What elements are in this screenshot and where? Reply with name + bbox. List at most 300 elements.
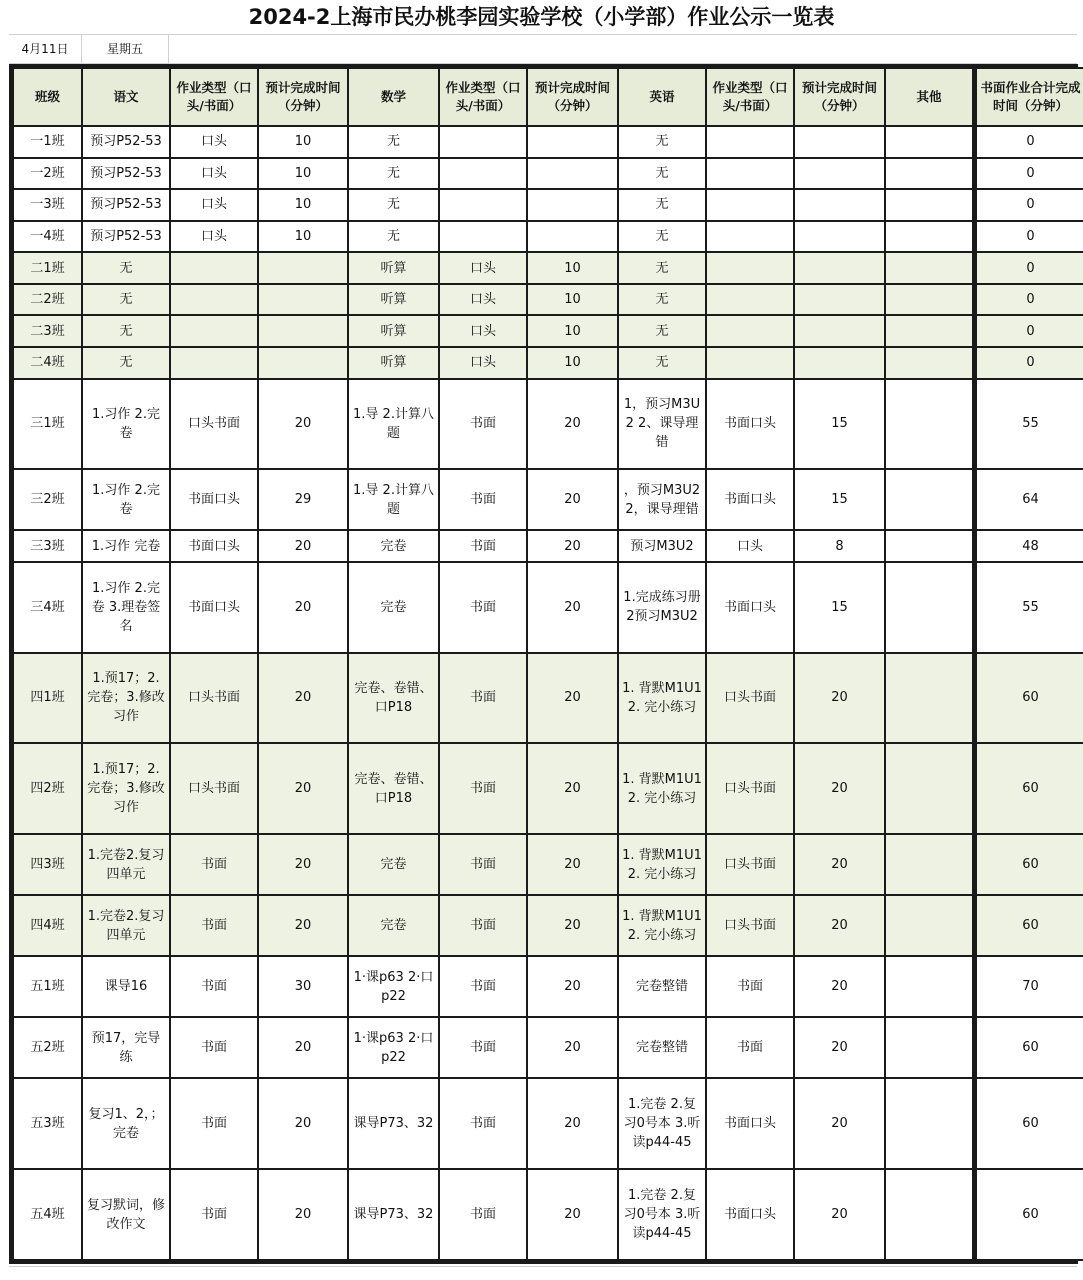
cell-other	[886, 744, 972, 833]
cell-text: 口头书面	[187, 690, 240, 706]
cell-math-time	[528, 1079, 617, 1168]
header-row	[14, 69, 1083, 125]
cell-text: 20	[831, 918, 848, 934]
cell-english-time	[795, 1079, 884, 1168]
cell-chinese-type	[171, 190, 257, 220]
cell-english-time	[795, 190, 884, 220]
cell-text: 20	[294, 416, 312, 432]
cell-english-type	[707, 190, 793, 220]
cell-other	[886, 470, 972, 529]
cell-text: 书面	[469, 690, 496, 706]
cell-total	[974, 127, 1083, 157]
cell-math-time	[528, 654, 617, 743]
cell-class	[14, 957, 81, 1016]
cell-chinese-time	[259, 1170, 347, 1259]
cell-math-type	[440, 222, 526, 252]
cell-text: 20	[831, 1207, 848, 1223]
cell-english-time	[795, 285, 884, 315]
cell-class	[14, 1018, 81, 1077]
cell-math-type	[440, 744, 526, 833]
cell-chinese-type	[171, 348, 257, 378]
cell-other	[886, 190, 972, 220]
table-row	[14, 159, 1083, 189]
cell-text: 10	[294, 197, 312, 213]
cell-text: 书面	[469, 416, 496, 432]
cell-text: 三4班	[30, 599, 65, 615]
cell-chinese-type	[171, 744, 257, 833]
cell-text: 完卷整错	[635, 1040, 688, 1056]
cell-text: 15	[831, 492, 848, 508]
cell-text: 30	[294, 979, 312, 995]
cell-text: 书面口头	[723, 1116, 776, 1132]
header-class: 班级	[14, 69, 81, 125]
cell-math-time	[528, 1170, 617, 1259]
table-row	[14, 285, 1083, 315]
cell-english	[619, 253, 705, 283]
cell-math	[349, 348, 438, 378]
cell-text: 二4班	[30, 355, 65, 371]
cell-text: 20	[831, 979, 848, 995]
cell-text: 1.完卷2.复习四单元	[87, 847, 165, 882]
cell-text: 60	[1022, 918, 1039, 934]
header-total: 书面作业合计完成时间（分钟）	[974, 69, 1083, 125]
cell-text: 无	[119, 260, 133, 276]
cell-text: 五4班	[30, 1207, 65, 1223]
cell-chinese	[83, 222, 169, 252]
cell-text: 听算	[380, 292, 407, 308]
cell-chinese-time	[259, 654, 347, 743]
cell-text: 二1班	[30, 260, 65, 276]
cell-other	[886, 222, 972, 252]
cell-math-time	[528, 957, 617, 1016]
cell-math	[349, 563, 438, 652]
cell-math	[349, 1018, 438, 1077]
cell-text: 1. 背默M1U1 2. 完小练习	[622, 771, 702, 806]
cell-class	[14, 531, 81, 561]
cell-other	[886, 159, 972, 189]
cell-chinese-time	[259, 285, 347, 315]
cell-text: 课导16	[104, 979, 148, 995]
cell-text: 复习1、2，；完卷	[88, 1106, 164, 1141]
cell-text: 0	[1026, 165, 1035, 181]
cell-text: 20	[564, 857, 581, 872]
cell-text: 书面	[469, 979, 496, 995]
cell-math-type	[440, 835, 526, 894]
cell-text: 0	[1026, 197, 1035, 213]
cell-text: 20	[564, 1116, 581, 1132]
cell-class	[14, 896, 81, 955]
cell-chinese-type	[171, 470, 257, 529]
cell-math-time	[528, 380, 617, 469]
cell-math-type	[440, 253, 526, 283]
cell-chinese-time	[259, 222, 347, 252]
cell-math	[349, 159, 438, 189]
cell-math-type	[440, 654, 526, 743]
cell-total	[974, 159, 1083, 189]
cell-other	[886, 1018, 972, 1077]
header-other: 其他	[886, 69, 972, 125]
cell-text: 五1班	[30, 979, 65, 995]
table-row	[14, 470, 1083, 529]
cell-english-time	[795, 159, 884, 189]
cell-text: 20	[564, 781, 581, 797]
cell-text: 48	[1022, 538, 1039, 554]
cell-text: 口头	[469, 292, 496, 308]
cell-math-type	[440, 159, 526, 189]
cell-math	[349, 654, 438, 743]
cell-other	[886, 957, 972, 1016]
cell-math	[349, 531, 438, 561]
cell-other	[886, 285, 972, 315]
cell-total	[974, 1079, 1083, 1168]
cell-chinese-time	[259, 896, 347, 955]
cell-math-time	[528, 222, 617, 252]
cell-text: 口头	[736, 538, 763, 554]
cell-english	[619, 654, 705, 743]
cell-other	[886, 563, 972, 652]
header-math-time: 预计完成时间（分钟）	[528, 69, 617, 125]
cell-text: 四4班	[30, 918, 65, 934]
cell-text: 0	[1026, 228, 1035, 244]
cell-text: 无	[119, 355, 133, 371]
cell-text: 书面口头	[723, 492, 776, 508]
cell-text: 书面	[736, 979, 763, 995]
cell-text: 无	[386, 197, 400, 213]
cell-english	[619, 1170, 705, 1259]
cell-text: 10	[294, 134, 312, 150]
cell-text: 无	[655, 292, 669, 308]
cell-chinese-time	[259, 127, 347, 157]
cell-chinese-type	[171, 159, 257, 189]
cell-text: 无	[655, 323, 669, 339]
cell-text: 20	[564, 599, 581, 615]
cell-chinese	[83, 563, 169, 652]
cell-text: 书面	[200, 1040, 227, 1056]
header-math-type: 作业类型（口头/书面）	[440, 69, 526, 125]
cell-chinese	[83, 744, 169, 833]
cell-chinese	[83, 957, 169, 1016]
cell-class	[14, 744, 81, 833]
cell-chinese	[83, 127, 169, 157]
cell-math-type	[440, 896, 526, 955]
cell-math-time	[528, 744, 617, 833]
homework-table-frame	[9, 64, 1081, 1264]
cell-text: 书面口头	[723, 599, 776, 615]
cell-text: 预习P52-53	[90, 165, 162, 181]
cell-text: 完卷	[380, 918, 407, 934]
cell-text: 8	[835, 538, 844, 554]
cell-text: 20	[294, 1116, 312, 1132]
cell-total	[974, 957, 1083, 1016]
cell-text: 0	[1026, 292, 1035, 308]
cell-english	[619, 470, 705, 529]
cell-total	[974, 563, 1083, 652]
cell-text: 20	[564, 690, 581, 706]
cell-english-type	[707, 1170, 793, 1259]
cell-english	[619, 835, 705, 894]
cell-text: 20	[564, 538, 581, 554]
cell-text: 五3班	[30, 1116, 65, 1132]
cell-text: 20	[294, 1040, 312, 1056]
table-row	[14, 1079, 1083, 1168]
cell-math	[349, 1079, 438, 1168]
cell-english	[619, 222, 705, 252]
cell-text: 书面	[469, 781, 496, 797]
cell-text: 口头	[469, 355, 496, 371]
cell-text: 二2班	[30, 292, 65, 308]
cell-text: 0	[1026, 134, 1035, 150]
cell-english-type	[707, 744, 793, 833]
cell-chinese-type	[171, 835, 257, 894]
cell-text: 1.习作 2.完卷 3.理卷签名	[91, 580, 161, 634]
cell-total	[974, 285, 1083, 315]
cell-text: 五2班	[30, 1040, 65, 1056]
cell-text: 口头	[200, 228, 227, 244]
cell-other	[886, 896, 972, 955]
cell-text: 无	[655, 165, 669, 181]
cell-chinese-type	[171, 654, 257, 743]
table-row	[14, 316, 1083, 346]
cell-chinese-type	[171, 1079, 257, 1168]
cell-text: 0	[1026, 355, 1035, 371]
cell-math	[349, 222, 438, 252]
cell-math-type	[440, 563, 526, 652]
cell-class	[14, 1079, 81, 1168]
cell-text: 20	[831, 690, 848, 706]
cell-text: 20	[831, 1040, 848, 1056]
cell-english	[619, 285, 705, 315]
cell-chinese-time	[259, 1079, 347, 1168]
cell-text: 60	[1022, 1207, 1039, 1223]
cell-other	[886, 380, 972, 469]
cell-chinese-type	[171, 285, 257, 315]
cell-other	[886, 253, 972, 283]
cell-chinese	[83, 654, 169, 743]
cell-math-time	[528, 316, 617, 346]
cell-english-time	[795, 380, 884, 469]
cell-math-type	[440, 380, 526, 469]
cell-text: 无	[119, 292, 133, 308]
cell-english-time	[795, 744, 884, 833]
cell-text: 10	[564, 323, 581, 339]
cell-class	[14, 348, 81, 378]
cell-english	[619, 1079, 705, 1168]
cell-text: 无	[119, 323, 133, 339]
cell-chinese	[83, 1170, 169, 1259]
cell-chinese	[83, 316, 169, 346]
table-row	[14, 563, 1083, 652]
cell-other	[886, 348, 972, 378]
cell-text: 1.完卷 2.复习0号本 3.听读p44-45	[623, 1188, 701, 1242]
table-row	[14, 744, 1083, 833]
cell-text: 三2班	[30, 492, 65, 508]
header-math: 数学	[349, 69, 438, 125]
cell-text: 15	[831, 416, 848, 432]
header-chinese-time: 预计完成时间（分钟）	[259, 69, 347, 125]
cell-chinese	[83, 190, 169, 220]
cell-text: 课导P73、32	[353, 1207, 434, 1223]
cell-text: 无	[655, 197, 669, 213]
cell-text: 10	[294, 165, 312, 181]
cell-other	[886, 1170, 972, 1259]
cell-text: 60	[1022, 857, 1039, 872]
cell-chinese-time	[259, 957, 347, 1016]
table-row	[14, 348, 1083, 378]
cell-english-type	[707, 470, 793, 529]
cell-english-type	[707, 127, 793, 157]
cell-text: 1.完卷 2.复习0号本 3.听读p44-45	[623, 1097, 701, 1151]
cell-total	[974, 470, 1083, 529]
cell-english-time	[795, 896, 884, 955]
cell-text: 20	[831, 857, 848, 872]
cell-chinese	[83, 1079, 169, 1168]
cell-english-time	[795, 957, 884, 1016]
cell-english	[619, 957, 705, 1016]
cell-text: 20	[564, 918, 581, 934]
table-row	[14, 835, 1083, 894]
cell-text: 三3班	[30, 538, 65, 554]
table-row	[14, 222, 1083, 252]
cell-english	[619, 348, 705, 378]
header-english-type: 作业类型（口头/书面）	[707, 69, 793, 125]
cell-class	[14, 127, 81, 157]
cell-other	[886, 127, 972, 157]
cell-text: 29	[294, 492, 312, 508]
date-row	[9, 34, 1077, 64]
table-row	[14, 531, 1083, 561]
cell-english-time	[795, 253, 884, 283]
cell-chinese-type	[171, 531, 257, 561]
cell-text: 20	[564, 492, 581, 508]
cell-text: 无	[386, 165, 400, 181]
cell-chinese-type	[171, 1018, 257, 1077]
cell-text: 20	[564, 1040, 581, 1056]
cell-english	[619, 316, 705, 346]
cell-text: 完卷	[380, 599, 407, 615]
cell-text: 无	[655, 134, 669, 150]
table-row	[14, 1018, 1083, 1077]
cell-text: 一1班	[30, 134, 65, 150]
header-chinese: 语文	[83, 69, 169, 125]
cell-text: 书面	[200, 918, 227, 934]
cell-english-type	[707, 159, 793, 189]
cell-text: 完卷整错	[635, 979, 688, 995]
cell-text: 20	[831, 1116, 848, 1132]
cell-text: 口头书面	[723, 918, 776, 934]
header-english: 英语	[619, 69, 705, 125]
cell-math-type	[440, 348, 526, 378]
cell-text: 1.完成练习册 2预习M3U2	[623, 590, 701, 625]
cell-math-time	[528, 127, 617, 157]
cell-text: 四2班	[30, 781, 65, 797]
cell-text: 三1班	[30, 416, 65, 432]
cell-total	[974, 316, 1083, 346]
cell-math-type	[440, 1079, 526, 1168]
cell-math	[349, 835, 438, 894]
cell-text: 64	[1022, 492, 1039, 508]
cell-text: 20	[831, 781, 848, 797]
cell-text: 无	[655, 260, 669, 276]
cell-math-time	[528, 896, 617, 955]
homework-table	[12, 67, 1083, 1261]
cell-text: 书面	[469, 857, 496, 872]
cell-text: 书面	[200, 1116, 227, 1132]
cell-english-time	[795, 316, 884, 346]
cell-chinese-type	[171, 127, 257, 157]
cell-text: 60	[1022, 781, 1039, 797]
cell-text: 20	[294, 690, 312, 706]
cell-text: 书面	[469, 492, 496, 508]
cell-english-type	[707, 654, 793, 743]
cell-chinese-time	[259, 835, 347, 894]
cell-text: 10	[564, 355, 581, 371]
cell-text: 完卷	[380, 857, 407, 872]
cell-chinese	[83, 835, 169, 894]
cell-english-type	[707, 563, 793, 652]
cell-text: 1.习作 完卷	[91, 538, 161, 554]
weekday-label: 星期五	[82, 35, 169, 63]
cell-english-type	[707, 380, 793, 469]
cell-chinese	[83, 1018, 169, 1077]
cell-text: 1.完卷2.复习四单元	[87, 908, 165, 943]
cell-text: 15	[831, 599, 848, 615]
cell-text: 10	[294, 228, 312, 244]
cell-text: 20	[294, 1207, 312, 1223]
cell-math-time	[528, 531, 617, 561]
cell-text: 预习P52-53	[90, 134, 162, 150]
cell-text: 20	[294, 781, 312, 797]
cell-text: 10	[564, 292, 581, 308]
cell-text: 完卷	[380, 538, 407, 554]
cell-class	[14, 835, 81, 894]
cell-math	[349, 896, 438, 955]
cell-text: 口头书面	[723, 857, 776, 872]
cell-chinese	[83, 253, 169, 283]
cell-chinese-type	[171, 380, 257, 469]
cell-math-type	[440, 531, 526, 561]
cell-text: 20	[294, 918, 312, 934]
table-row	[14, 380, 1083, 469]
cell-english-type	[707, 531, 793, 561]
cell-class	[14, 253, 81, 283]
cell-other	[886, 835, 972, 894]
cell-english-time	[795, 1018, 884, 1077]
cell-text: 1.预17；2.完卷；3.修改习作	[87, 762, 165, 816]
cell-text: 1. 背默M1U1 2. 完小练习	[622, 680, 702, 715]
cell-chinese	[83, 285, 169, 315]
cell-class	[14, 285, 81, 315]
cell-other	[886, 316, 972, 346]
cell-total	[974, 896, 1083, 955]
cell-chinese	[83, 470, 169, 529]
table-row	[14, 253, 1083, 283]
cell-text: 60	[1022, 1116, 1039, 1132]
cell-math	[349, 470, 438, 529]
cell-math	[349, 1170, 438, 1259]
cell-english	[619, 127, 705, 157]
cell-class	[14, 222, 81, 252]
cell-class	[14, 654, 81, 743]
cell-math	[349, 253, 438, 283]
cell-text: 无	[655, 355, 669, 371]
cell-math-time	[528, 835, 617, 894]
cell-total	[974, 348, 1083, 378]
cell-class	[14, 380, 81, 469]
cell-math-type	[440, 1170, 526, 1259]
cell-total	[974, 835, 1083, 894]
cell-math	[349, 957, 438, 1016]
cell-text: 55	[1022, 416, 1039, 432]
